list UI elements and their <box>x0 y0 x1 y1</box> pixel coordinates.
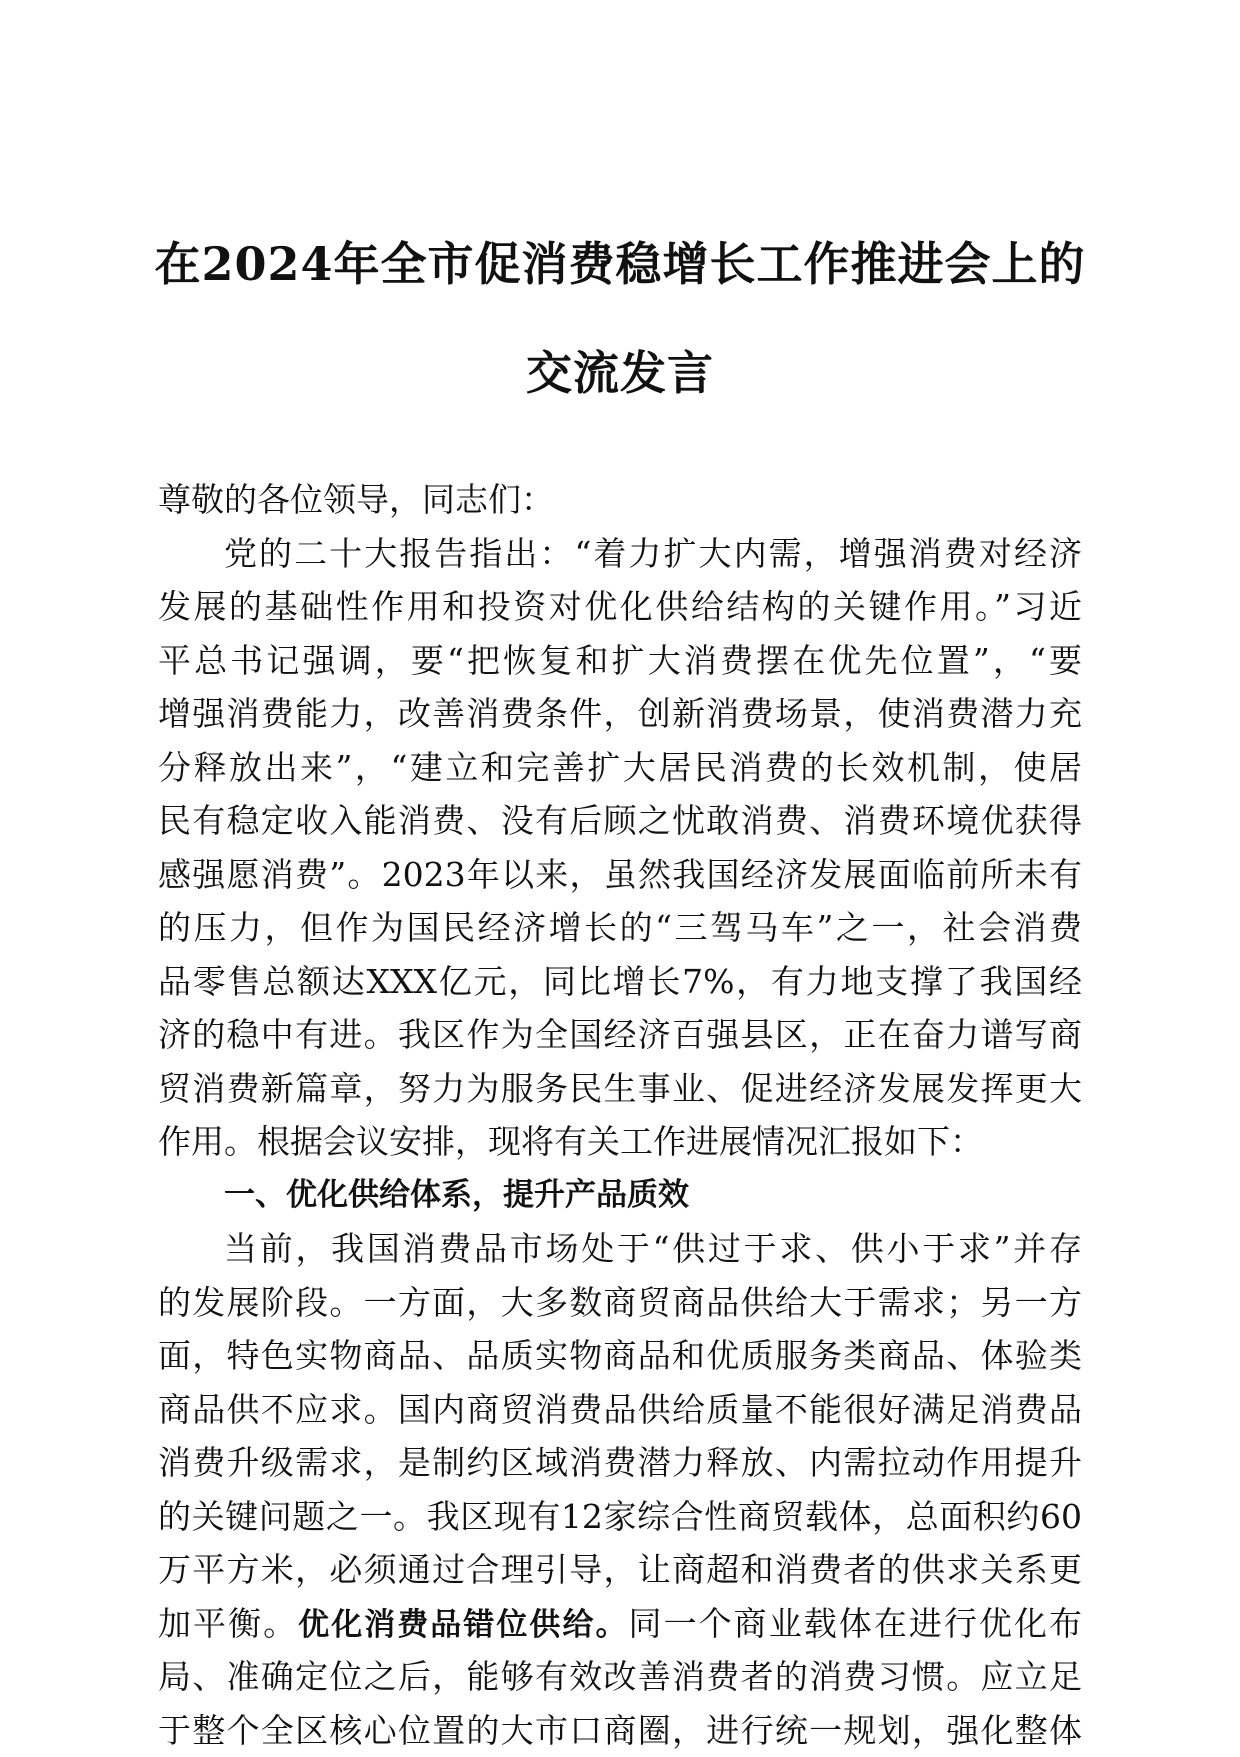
paragraph-line: 的压力，但作为国民经济增长的“三驾马车”之一，社会消费 <box>158 901 1082 955</box>
paragraph-line-segment: 同一个商业载体在进行优化布 <box>629 1604 1082 1643</box>
paragraph-line: 作用。根据会议安排，现将有关工作进展情况汇报如下： <box>158 1115 1082 1169</box>
paragraph-line: 面，特色实物商品、品质实物商品和优质服务类商品、体验类 <box>158 1329 1082 1383</box>
section-heading: 一、优化供给体系，提升产品质效 <box>158 1169 1082 1223</box>
paragraph-line: 感强愿消费”。2023年以来，虽然我国经济发展面临前所未有 <box>158 848 1082 902</box>
paragraph-line: 品零售总额达XXX亿元，同比增长7%，有力地支撑了我国经 <box>158 955 1082 1009</box>
paragraph-line: 局、准确定位之后，能够有效改善消费者的消费习惯。应立足 <box>158 1650 1082 1704</box>
paragraph-line: 党的二十大报告指出：“着力扩大内需，增强消费对经济 <box>158 527 1082 581</box>
paragraph-line: 济的稳中有进。我区作为全国经济百强县区，正在奋力谱写商 <box>158 1008 1082 1062</box>
paragraph-line: 民有稳定收入能消费、没有后顾之忧敢消费、消费环境优获得 <box>158 794 1082 848</box>
document-title-line-2: 交流发言 <box>150 337 1090 403</box>
paragraph-line: 消费升级需求，是制约区域消费潜力释放、内需拉动作用提升 <box>158 1436 1082 1490</box>
paragraph-line: 增强消费能力，改善消费条件，创新消费场景，使消费潜力充 <box>158 687 1082 741</box>
document-body <box>158 473 1082 1757</box>
paragraph-line: 分释放出来”，“建立和完善扩大居民消费的长效机制，使居 <box>158 741 1082 795</box>
document-title-line-1: 在2024年全市促消费稳增长工作推进会上的 <box>150 228 1090 294</box>
paragraph-line: 商品供不应求。国内商贸消费品供给质量不能很好满足消费品 <box>158 1383 1082 1437</box>
paragraph-line-segment: 加平衡。 <box>158 1604 298 1643</box>
paragraph-line: 发展的基础性作用和投资对优化供给结构的关键作用。”习近 <box>158 580 1082 634</box>
paragraph-line: 当前，我国消费品市场处于“供过于求、供小于求”并存 <box>158 1222 1082 1276</box>
paragraph-line-mixed <box>158 1597 1082 1651</box>
paragraph-line: 贸消费新篇章，努力为服务民生事业、促进经济发展发挥更大 <box>158 1062 1082 1116</box>
paragraph-line: 于整个全区核心位置的大市口商圈，进行统一规划，强化整体 <box>158 1704 1082 1757</box>
bold-subheading: 优化消费品错位供给。 <box>298 1607 628 1643</box>
salutation: 尊敬的各位领导，同志们： <box>158 473 1082 527</box>
paragraph-line: 万平方米，必须通过合理引导，让商超和消费者的供求关系更 <box>158 1543 1082 1597</box>
paragraph-line: 的发展阶段。一方面，大多数商贸商品供给大于需求；另一方 <box>158 1276 1082 1330</box>
paragraph-line: 的关键问题之一。我区现有12家综合性商贸载体，总面积约60 <box>158 1490 1082 1544</box>
paragraph-line: 平总书记强调，要“把恢复和扩大消费摆在优先位置”，“要 <box>158 634 1082 688</box>
